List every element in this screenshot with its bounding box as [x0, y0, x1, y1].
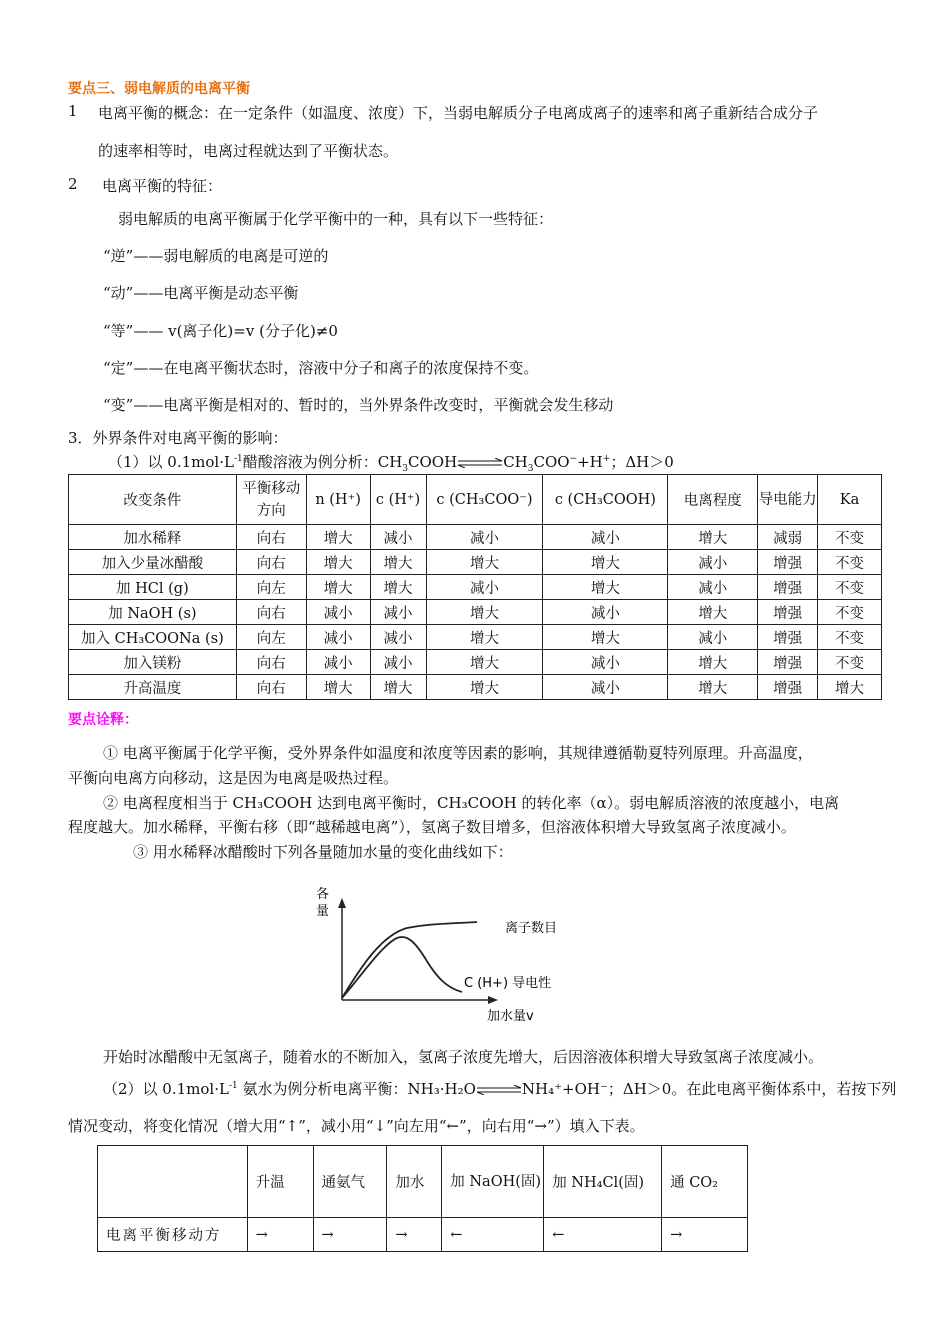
table1-row [69, 525, 882, 550]
graph-ylabel-2: 量 [316, 904, 330, 919]
item-2-intro: 弱电解质的电离平衡属于化学平衡中的一种，具有以下一些特征： [118, 210, 554, 228]
condition-cell: 加水稀释 [69, 525, 237, 550]
value-cell: 增大 [306, 550, 370, 575]
after-graph-text: 开始时冰醋酸中无氢离子，随着水的不断加入，氢离子浓度先增大，后因溶液体积增大导致氢离子浓度减小。 [103, 1048, 824, 1066]
note-1-line2: 平衡向电离方向移动，这是因为电离是吸热过程。 [68, 769, 399, 787]
value-cell: 增大 [668, 675, 758, 700]
table2-header [98, 1146, 748, 1218]
value-cell: 增大 [543, 550, 668, 575]
value-cell: 增大 [306, 675, 370, 700]
value-cell: 减小 [543, 600, 668, 625]
item-2-number: 2 [68, 175, 78, 193]
note-2-line1: ② 电离程度相当于 CH₃COOH 达到电离平衡时，CH₃COOH 的转化率（α）。弱电解质溶液的浓度越小，电离 [103, 794, 840, 812]
value-cell: 增强 [758, 575, 818, 600]
feature-equal: “等”—— v(离子化)=v (分子化)≠0 [103, 322, 338, 340]
acetic-equation: （1）以 $0.1mol\cdot L^{-1}$醋酸溶液为例分析：$CH_3COOH$ $CH_3COO^-+H^+$；ΔH＞0 [108, 453, 674, 474]
table1-row [69, 650, 882, 675]
value-cell: 增大 [668, 600, 758, 625]
feature-reverse: “逆”——弱电解质的电离是可逆的 [103, 247, 329, 265]
equilibrium-arrow-icon [476, 1085, 522, 1095]
note-2-line2: 程度越大。加水稀释，平衡右移（即“越稀越电离”），氢离子数目增多，但溶液体积增大导致氢离子浓度减小。 [68, 818, 796, 836]
value-cell: 向右 [236, 600, 306, 625]
feature-change: “变”——电离平衡是相对的、暂时的，当外界条件改变时，平衡就会发生移动 [103, 396, 614, 414]
t2-cell: → [313, 1218, 387, 1252]
value-cell: 减小 [543, 675, 668, 700]
value-cell: 减小 [370, 650, 426, 675]
th-c-acid: c (CH₃COOH) [543, 475, 668, 525]
condition-cell: 加入少量冰醋酸 [69, 550, 237, 575]
th-direction: 平衡移动方向 [236, 475, 306, 525]
value-cell: 减小 [426, 575, 543, 600]
condition-cell: 加入镁粉 [69, 650, 237, 675]
table1-row [69, 600, 882, 625]
table1-header [69, 475, 882, 525]
condition-cell: 加 NaOH (s) [69, 600, 237, 625]
table2-row [98, 1218, 748, 1252]
value-cell: 增强 [758, 675, 818, 700]
acetic-acid-table [68, 474, 882, 700]
value-cell: 减小 [306, 600, 370, 625]
value-cell: 增大 [668, 650, 758, 675]
item-1-line1: 电离平衡的概念：在一定条件（如温度、浓度）下，当弱电解质分子电离成离子的速率和离子重新结合成分子 [98, 104, 819, 122]
value-cell: 减小 [370, 625, 426, 650]
value-cell: 向右 [236, 525, 306, 550]
value-cell: 增大 [543, 575, 668, 600]
table1-row [69, 675, 882, 700]
t2-th-naoh: 加 NaOH(固) [442, 1146, 544, 1218]
value-cell: 向右 [236, 650, 306, 675]
value-cell: 不变 [818, 625, 882, 650]
value-cell: 不变 [818, 575, 882, 600]
table1-row [69, 625, 882, 650]
graph-xlabel: 加水量v [487, 1009, 534, 1024]
t2-cell: → [662, 1218, 748, 1252]
notes-title: 要点诠释： [68, 712, 138, 728]
value-cell: 减小 [668, 625, 758, 650]
dilution-curve-graph [312, 880, 582, 1030]
th-condition: 改变条件 [69, 475, 237, 525]
value-cell: 增大 [370, 550, 426, 575]
condition-cell: 加入 CH₃COONa (s) [69, 625, 237, 650]
value-cell: 减小 [306, 625, 370, 650]
t2-th-nh3: 通氨气 [313, 1146, 387, 1218]
t2-row-label: 电离平衡移动方 [98, 1218, 248, 1252]
value-cell: 增大 [818, 675, 882, 700]
th-n-h: n (H⁺) [306, 475, 370, 525]
value-cell: 不变 [818, 600, 882, 625]
ammonia-line2: 情况变动，将变化情况（增大用“↑”，减小用“↓”向左用“←”，向右用“→”）填入下表。 [68, 1117, 645, 1135]
section-heading: 要点三、弱电解质的电离平衡 [68, 81, 250, 97]
th-conductivity: 导电能力 [758, 475, 818, 525]
t2-th-co2: 通 CO₂ [662, 1146, 748, 1218]
value-cell: 增强 [758, 600, 818, 625]
value-cell: 增大 [426, 625, 543, 650]
item-2-text: 电离平衡的特征： [102, 177, 223, 195]
t2-th-blank [98, 1146, 248, 1218]
value-cell: 增大 [306, 525, 370, 550]
value-cell: 向左 [236, 575, 306, 600]
equilibrium-arrow-icon [457, 458, 503, 468]
th-c-h: c (H⁺) [370, 475, 426, 525]
th-c-acetate: c (CH₃COO⁻) [426, 475, 543, 525]
value-cell: 增强 [758, 625, 818, 650]
note-3: ③ 用水稀释冰醋酸时下列各量随加水量的变化曲线如下： [133, 843, 513, 861]
value-cell: 增强 [758, 550, 818, 575]
item-1-line2: 的速率相等时，电离过程就达到了平衡状态。 [98, 142, 399, 160]
th-ka: Ka [818, 475, 882, 525]
value-cell: 减小 [370, 600, 426, 625]
value-cell: 不变 [818, 650, 882, 675]
note-1-line1: ① 电离平衡属于化学平衡，受外界条件如温度和浓度等因素的影响，其规律遵循勒夏特列原理。升高温度， [103, 744, 813, 762]
condition-cell: 加 HCl (g) [69, 575, 237, 600]
value-cell: 增大 [668, 525, 758, 550]
value-cell: 增大 [426, 550, 543, 575]
item-1-number: 1 [68, 102, 78, 120]
value-cell: 向左 [236, 625, 306, 650]
t2-th-heat: 升温 [247, 1146, 313, 1218]
t2-th-water: 加水 [387, 1146, 442, 1218]
ion-count-curve [342, 922, 477, 998]
value-cell: 增大 [426, 650, 543, 675]
t2-cell: → [387, 1218, 442, 1252]
t2-cell: → [247, 1218, 313, 1252]
conductivity-curve [342, 937, 462, 998]
feature-fixed: “定”——在电离平衡状态时，溶液中分子和离子的浓度保持不变。 [103, 359, 539, 377]
value-cell: 减小 [306, 650, 370, 675]
value-cell: 不变 [818, 525, 882, 550]
curve-label-conductivity: C (H+) 导电性 [464, 976, 552, 991]
graph-ylabel-1: 各 [316, 887, 330, 902]
value-cell: 增大 [426, 600, 543, 625]
value-cell: 减小 [426, 525, 543, 550]
value-cell: 增大 [370, 575, 426, 600]
th-degree: 电离程度 [668, 475, 758, 525]
feature-dynamic: “动”——电离平衡是动态平衡 [103, 284, 299, 302]
value-cell: 向右 [236, 675, 306, 700]
value-cell: 增大 [426, 675, 543, 700]
t2-cell: ← [544, 1218, 662, 1252]
value-cell: 减小 [543, 525, 668, 550]
y-axis-arrow-icon [338, 898, 346, 908]
curve-label-ions: 离子数目 [505, 921, 558, 936]
value-cell: 增强 [758, 650, 818, 675]
value-cell: 不变 [818, 550, 882, 575]
ammonia-line1: （2）以 $0.1mol\cdot L^{-1}$ 氨水为例分析电离平衡：NH₃·H₂O NH₄⁺+OH⁻；ΔH＞0。在此电离平衡体系中，若按下列 [103, 1080, 897, 1098]
value-cell: 减小 [668, 550, 758, 575]
t2-cell: ← [442, 1218, 544, 1252]
value-cell: 增大 [543, 625, 668, 650]
table1-row [69, 550, 882, 575]
x-axis-arrow-icon [488, 996, 498, 1004]
ammonia-table [97, 1145, 748, 1252]
condition-cell: 升高温度 [69, 675, 237, 700]
value-cell: 增大 [370, 675, 426, 700]
value-cell: 向右 [236, 550, 306, 575]
value-cell: 减小 [668, 575, 758, 600]
value-cell: 减弱 [758, 525, 818, 550]
value-cell: 减小 [543, 650, 668, 675]
value-cell: 增大 [306, 575, 370, 600]
t2-th-nh4cl: 加 NH₄Cl(固) [544, 1146, 662, 1218]
item-3-heading: 3．外界条件对电离平衡的影响： [68, 429, 288, 447]
value-cell: 减小 [370, 525, 426, 550]
table1-row [69, 575, 882, 600]
